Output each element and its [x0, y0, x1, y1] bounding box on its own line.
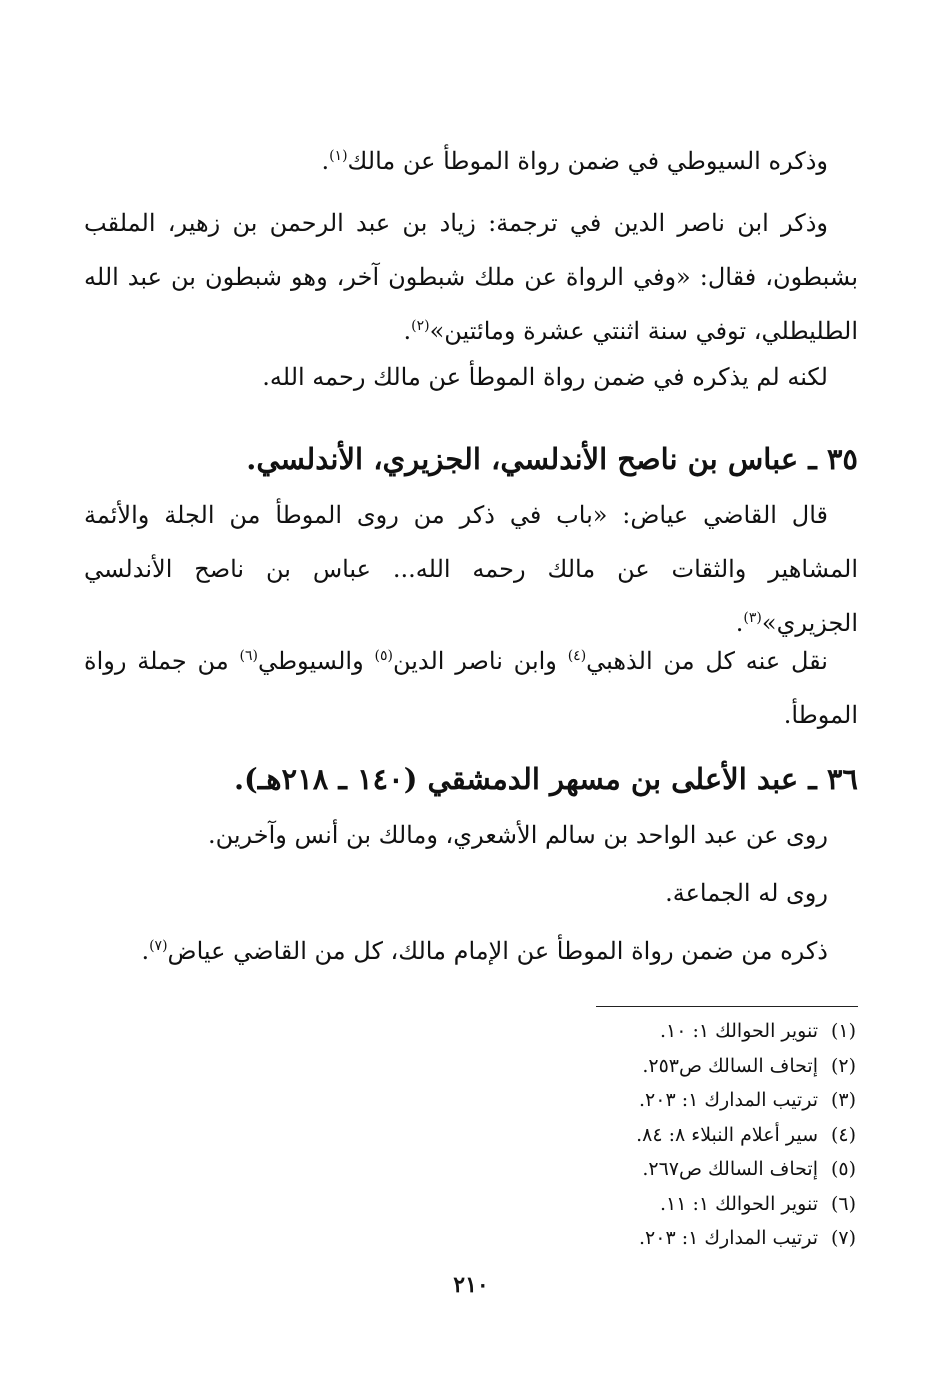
footnote-ref-1: (١) [329, 148, 348, 164]
page-number: ٢١٠ [453, 1272, 489, 1298]
paragraph-text: روى عن عبد الواحد بن سالم الأشعري، ومالك بن أنس وآخرين. [207, 821, 828, 849]
paragraph-mentioned-by [84, 924, 858, 978]
paragraph-suyuti-mention [84, 134, 858, 188]
paragraph-not-mentioned [84, 350, 858, 404]
footnote-number: (٦) [830, 1192, 856, 1215]
paragraph-end: . [141, 937, 150, 965]
footnote-ref-5: (٥) [374, 648, 393, 664]
paragraph-end: . [321, 147, 330, 175]
footnote-item [84, 1221, 856, 1256]
footnote-divider [596, 1006, 858, 1007]
footnote-text: إتحاف السالك ص٢٥٣. [642, 1054, 818, 1077]
footnote-item [84, 1152, 856, 1187]
footnote-ref-7: (٧) [149, 938, 168, 954]
footnote-text: تنوير الحوالك ١: ١٠. [659, 1020, 818, 1042]
footnote-ref-6: (٦) [239, 648, 258, 664]
paragraph-transmitters [84, 634, 858, 742]
paragraph-ibn-nasir-shabtun [84, 196, 858, 358]
footnote-item [84, 1118, 856, 1153]
footnote-number: (٧) [830, 1227, 856, 1249]
paragraph-text: وذكره السيوطي في ضمن رواة الموطأ عن مالك [347, 147, 828, 175]
footnote-ref-4: (٤) [567, 648, 587, 664]
footnote-text: ترتيب المدارك ١: ٢٠٣. [638, 1227, 818, 1249]
footnote-text: إتحاف السالك ص٢٦٧. [642, 1158, 818, 1180]
paragraph-text: روى له الجماعة. [665, 879, 828, 907]
footnotes-list [84, 1014, 856, 1256]
paragraph-text: قال القاضي عياض: «باب في ذكر من روى الموطأ من الجلة والأئمة المشاهير والثقات عن مالك رحمه الله... عباس بن ناصح الأندلسي الجزيري» [84, 501, 858, 637]
footnote-number: (١) [830, 1020, 856, 1042]
footnote-text: تنوير الحوالك ١: ١١. [659, 1192, 818, 1215]
footnote-text: سير أعلام النبلاء ٨: ٨٤. [636, 1123, 818, 1146]
footnote-item [84, 1049, 856, 1084]
paragraph-text: والسيوطي [257, 647, 375, 675]
paragraph-text: وذكر ابن ناصر الدين في ترجمة: زياد بن عبد الرحمن بن زهير، الملقب بشبطون، فقال: «وفي الرواة عن ملك شبطون آخر، وهو شبطون بن عبد الله الطليطلي، توفي سنة اثنتي عشرة ومائتين» [84, 209, 858, 345]
paragraph-narrated-from [84, 808, 858, 862]
paragraph-end: . [403, 317, 412, 345]
paragraph-text: نقل عنه كل من الذهبي [586, 647, 828, 675]
footnote-ref-3: (٣) [743, 610, 762, 626]
footnote-number: (٤) [830, 1123, 856, 1146]
footnote-text: ترتيب المدارك ١: ٢٠٣. [638, 1089, 818, 1111]
footnote-number: (٥) [830, 1158, 856, 1180]
paragraph-text: ذكره من ضمن رواة الموطأ عن الإمام مالك، كل من القاضي عياض [167, 937, 828, 965]
entry-heading-36: ٣٦ ـ عبد الأعلى بن مسهر الدمشقي (١٤٠ ـ ٢١٨هـ). [233, 762, 858, 796]
paragraph-text: وابن ناصر الدين [392, 647, 568, 675]
paragraph-text: لكنه لم يذكره في ضمن رواة الموطأ عن مالك رحمه الله. [262, 363, 828, 391]
entry-heading-35: ٣٥ ـ عباس بن ناصح الأندلسي، الجزيري، الأندلسي. [246, 442, 858, 476]
footnote-item [84, 1083, 856, 1118]
footnote-number: (٢) [830, 1054, 856, 1077]
paragraph-qadi-iyad [84, 488, 858, 650]
footnote-ref-2: (٢) [411, 318, 430, 334]
paragraph-text: من جملة رواة الموطأ. [84, 647, 858, 729]
paragraph-group-narrated [84, 866, 858, 920]
footnote-item [84, 1014, 856, 1049]
footnote-number: (٣) [830, 1089, 856, 1111]
paragraph-end: . [735, 609, 744, 637]
footnote-item [84, 1187, 856, 1222]
